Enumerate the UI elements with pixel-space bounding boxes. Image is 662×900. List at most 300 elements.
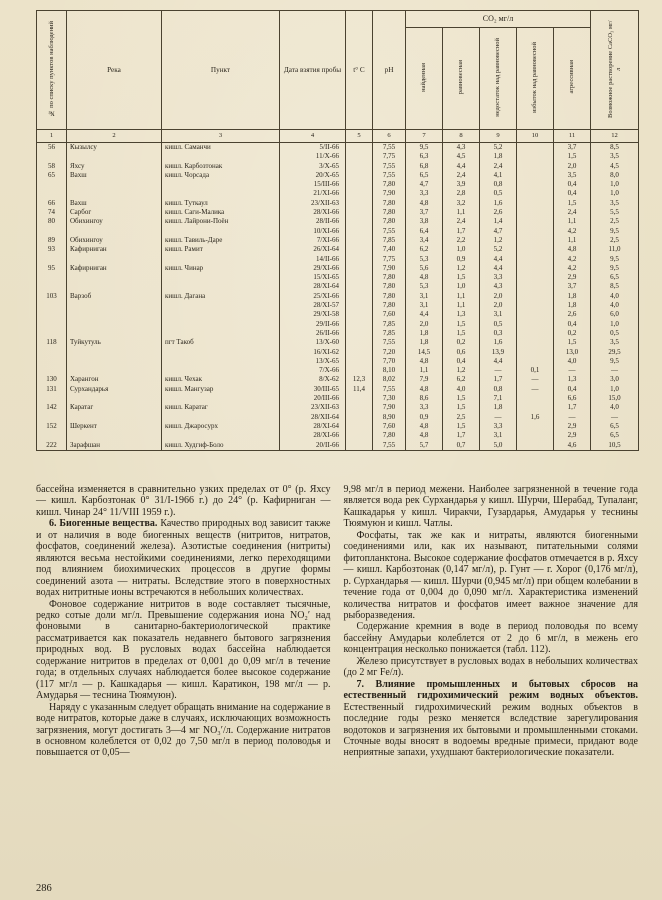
table-cell: 5,3 bbox=[406, 282, 443, 291]
table-row bbox=[37, 366, 639, 375]
column-number: 7 bbox=[406, 130, 443, 143]
table-cell: 6,0 bbox=[591, 310, 639, 319]
table-row bbox=[37, 385, 639, 394]
table-cell: 4,0 bbox=[591, 292, 639, 301]
col-header-equilibrium-label: равновесная bbox=[457, 60, 464, 95]
table-cell bbox=[37, 180, 67, 189]
table-row bbox=[37, 152, 639, 161]
table-cell: — bbox=[554, 366, 591, 375]
table-cell: 25/XI-66 bbox=[280, 292, 346, 301]
table-row bbox=[37, 422, 639, 431]
table-cell: 8,02 bbox=[373, 375, 406, 384]
table-row bbox=[37, 273, 639, 282]
table-cell: 7,80 bbox=[373, 199, 406, 208]
table-cell: 1,2 bbox=[443, 264, 480, 273]
table-cell bbox=[517, 301, 554, 310]
table-cell: кишл. Туткаул bbox=[162, 199, 280, 208]
table-cell: 4,4 bbox=[443, 162, 480, 171]
table-cell: 1,0 bbox=[591, 385, 639, 394]
paragraph: Фоновое содержание нитритов в воде составляет тысячные, редко сотые доли мг/л. Превышение содержания иона NO₂′ над фоновыми в санитарно-бактериологической практике рассматривается как показатель недавнего бытового загрязнения природных вод. В русловых водах бассейна наблюдается содержание нитритов в пределах от 0,001 до 0,09 мг/л в течение года; в отдельных случаях наблюдается более высокое содержание (117 мг/л — р. Кашкадарья — кишл. Каратикон, 198 мг/л — р. Амударья — теснина Тюямуюн). bbox=[36, 598, 331, 702]
table-cell bbox=[346, 162, 373, 171]
table-row bbox=[37, 171, 639, 180]
table-cell: 4,4 bbox=[480, 264, 517, 273]
table-cell: 0,5 bbox=[480, 320, 517, 329]
table-cell: 4,4 bbox=[406, 310, 443, 319]
table-cell: пгт Такоб bbox=[162, 338, 280, 347]
paragraph: бассейна изменяется в сравнительно узких пределах от 0° (р. Яхсу — кишл. Карбозтонак 0° 31/I-1966 г.) до 24° (р. Кафирниган — кишл. Чинар 24° 11/VIII 1959 г.). bbox=[36, 484, 331, 518]
table-cell: 0,1 bbox=[517, 366, 554, 375]
table-cell: 6,5 bbox=[591, 273, 639, 282]
table-cell: 1,7 bbox=[443, 227, 480, 236]
table-cell bbox=[346, 171, 373, 180]
table-cell bbox=[67, 320, 162, 329]
table-cell: 3,8 bbox=[406, 217, 443, 226]
table-row bbox=[37, 180, 639, 189]
table-cell: 7,55 bbox=[373, 227, 406, 236]
table-cell: 1,1 bbox=[443, 301, 480, 310]
table-cell: 7,40 bbox=[373, 245, 406, 254]
table-cell: 1,5 bbox=[443, 329, 480, 338]
table-cell: 16/XI-62 bbox=[280, 348, 346, 357]
table-cell: 2,0 bbox=[406, 320, 443, 329]
table-cell: 1,1 bbox=[443, 292, 480, 301]
table-cell: — bbox=[480, 413, 517, 422]
table-cell bbox=[67, 282, 162, 291]
table-cell bbox=[517, 199, 554, 208]
table-cell: — bbox=[591, 366, 639, 375]
col-header-ph: pH bbox=[373, 11, 406, 130]
table-cell: 7,70 bbox=[373, 357, 406, 366]
table-cell: 3,3 bbox=[480, 422, 517, 431]
table-cell: 103 bbox=[37, 292, 67, 301]
table-cell: 11,4 bbox=[346, 385, 373, 394]
table-cell: 15/III-66 bbox=[280, 180, 346, 189]
table-cell: кишл. Мангузар bbox=[162, 385, 280, 394]
table-cell: 4,2 bbox=[554, 227, 591, 236]
table-cell: кишл. Саги-Малика bbox=[162, 208, 280, 217]
table-cell: 3,3 bbox=[406, 189, 443, 198]
table-cell bbox=[346, 310, 373, 319]
table-cell bbox=[162, 152, 280, 161]
table-cell: 2,9 bbox=[554, 431, 591, 440]
table-cell: 80 bbox=[37, 217, 67, 226]
table-cell: 4,0 bbox=[591, 301, 639, 310]
table-cell bbox=[517, 403, 554, 412]
column-number: 9 bbox=[480, 130, 517, 143]
table-cell bbox=[67, 394, 162, 403]
col-header-point: Пункт bbox=[162, 11, 280, 130]
table-cell: 1,3 bbox=[554, 375, 591, 384]
col-header-index bbox=[37, 11, 67, 130]
table-cell bbox=[346, 403, 373, 412]
right-column bbox=[344, 484, 639, 759]
table-cell: 3,9 bbox=[443, 180, 480, 189]
table-cell: Шеркент bbox=[67, 422, 162, 431]
table-cell: 7,55 bbox=[373, 385, 406, 394]
table-cell: 7,55 bbox=[373, 171, 406, 180]
table-cell: 28/XI-66 bbox=[280, 208, 346, 217]
table-cell: 1,5 bbox=[554, 152, 591, 161]
table-cell: Вахш bbox=[67, 199, 162, 208]
table-cell: 2,9 bbox=[554, 273, 591, 282]
table-cell: 1,0 bbox=[443, 245, 480, 254]
table-cell: 0,6 bbox=[443, 348, 480, 357]
table-cell: 7,80 bbox=[373, 292, 406, 301]
table-cell: 130 bbox=[37, 375, 67, 384]
table-cell: 20/X-65 bbox=[280, 171, 346, 180]
table-cell: 118 bbox=[37, 338, 67, 347]
table-cell: 4,7 bbox=[406, 180, 443, 189]
table-cell: 2,0 bbox=[554, 162, 591, 171]
table-row bbox=[37, 441, 639, 451]
table-cell: кишл. Саманчи bbox=[162, 143, 280, 153]
table-cell: 4,8 bbox=[406, 422, 443, 431]
table-cell bbox=[162, 329, 280, 338]
table-cell: 1,0 bbox=[591, 320, 639, 329]
table-row bbox=[37, 236, 639, 245]
paragraph: 7. Влияние промышленных и бытовых сбросов на естественный гидрохимический режим водных объектов. Естественный гидрохимический режим водных объектов в последние годы резко меняется вследствие зарегулирования водотоков и загрязнения их бытовыми и промышленными стоками. Сточные воды вносят в водоемы вредные примеси, придают воде неприятные запахи, ухудшают бактериологические показатели. bbox=[343, 678, 638, 759]
table-cell: 7/X-66 bbox=[280, 366, 346, 375]
table-cell: 0,4 bbox=[554, 180, 591, 189]
table-row bbox=[37, 329, 639, 338]
table-cell: 89 bbox=[37, 236, 67, 245]
table-row bbox=[37, 143, 639, 153]
table-cell: — bbox=[480, 366, 517, 375]
table-cell: 2,5 bbox=[443, 413, 480, 422]
table-cell: 2,6 bbox=[480, 208, 517, 217]
table-cell bbox=[162, 320, 280, 329]
table-cell: 9,5 bbox=[591, 357, 639, 366]
table-cell bbox=[517, 273, 554, 282]
table-cell bbox=[517, 422, 554, 431]
table-cell: 0,4 bbox=[554, 320, 591, 329]
table-row bbox=[37, 310, 639, 319]
col-header-temp: t° C bbox=[346, 11, 373, 130]
table-cell: 4,3 bbox=[480, 282, 517, 291]
table-cell: кишл. Чорсада bbox=[162, 171, 280, 180]
table-cell bbox=[517, 143, 554, 153]
col-header-excess bbox=[517, 28, 554, 130]
paragraph: Фосфаты, так же как и нитраты, являются биогенными соединениями или, как их называют, питательными солями фитопланктона. Высокое содержание фосфатов отмечается в р. Яхсу — кишл. Карбозтонак (0,147 мг/л), р. Гунт — г. Хорог (0,176 мг/л), р. Сурхандарья — кишл. Шурчи (0,945 мг/л) при общем колебании в течение года от 0,004 до 0,090 мг/л. Характеристика изменений количества нитратов и фосфатов имеет важное значение для рыборазведения. bbox=[343, 529, 638, 621]
table-cell bbox=[346, 441, 373, 451]
table-cell: 6,3 bbox=[406, 152, 443, 161]
table-cell bbox=[37, 227, 67, 236]
table-cell: 2,5 bbox=[591, 217, 639, 226]
table-cell: 1,2 bbox=[480, 236, 517, 245]
page-number: 286 bbox=[36, 883, 52, 894]
table-cell bbox=[517, 264, 554, 273]
table-row bbox=[37, 255, 639, 264]
table-cell bbox=[346, 245, 373, 254]
table-cell: 29/XI-66 bbox=[280, 264, 346, 273]
body-text bbox=[36, 484, 638, 759]
table-cell bbox=[346, 255, 373, 264]
table-cell: 4,3 bbox=[443, 143, 480, 153]
table-cell bbox=[346, 227, 373, 236]
table-cell: 1,8 bbox=[406, 338, 443, 347]
table-cell: 1,7 bbox=[443, 431, 480, 440]
table-cell: 29,5 bbox=[591, 348, 639, 357]
table-cell: 28/XI-57 bbox=[280, 301, 346, 310]
table-cell: 1,4 bbox=[480, 217, 517, 226]
table-cell bbox=[37, 431, 67, 440]
table-cell: 0,2 bbox=[554, 329, 591, 338]
table-cell: 7,80 bbox=[373, 217, 406, 226]
table-cell bbox=[162, 394, 280, 403]
table-cell: 1,8 bbox=[480, 403, 517, 412]
column-number: 1 bbox=[37, 130, 67, 143]
table-cell bbox=[37, 394, 67, 403]
table-cell: 5,0 bbox=[480, 441, 517, 451]
table-cell bbox=[67, 310, 162, 319]
table-cell: 1,1 bbox=[443, 208, 480, 217]
table-cell: 56 bbox=[37, 143, 67, 153]
table-cell: 7,80 bbox=[373, 208, 406, 217]
table-cell: 1,5 bbox=[443, 320, 480, 329]
table-cell bbox=[162, 227, 280, 236]
table-cell: 3,0 bbox=[591, 375, 639, 384]
table-cell bbox=[346, 143, 373, 153]
table-cell: 8,6 bbox=[406, 394, 443, 403]
table-cell: 3,7 bbox=[554, 143, 591, 153]
table-cell: 10/XI-66 bbox=[280, 227, 346, 236]
table-cell: 3,7 bbox=[554, 282, 591, 291]
table-cell bbox=[517, 208, 554, 217]
table-cell: 0,2 bbox=[443, 338, 480, 347]
table-cell bbox=[517, 245, 554, 254]
table-cell: 7,90 bbox=[373, 403, 406, 412]
table-cell: 7,80 bbox=[373, 273, 406, 282]
table-cell: 15,0 bbox=[591, 394, 639, 403]
table-cell: 1,8 bbox=[554, 301, 591, 310]
table-cell: 23/XII-63 bbox=[280, 403, 346, 412]
table-cell: кишл. Чинар bbox=[162, 264, 280, 273]
table-cell: 1,0 bbox=[443, 282, 480, 291]
table-cell: 3,1 bbox=[406, 301, 443, 310]
table-cell bbox=[162, 189, 280, 198]
table-cell: 5,6 bbox=[406, 264, 443, 273]
table-cell bbox=[346, 282, 373, 291]
table-cell: 29/XI-58 bbox=[280, 310, 346, 319]
table-cell: 1,7 bbox=[480, 375, 517, 384]
table-cell: 8/X-62 bbox=[280, 375, 346, 384]
table-cell: 8,5 bbox=[591, 143, 639, 153]
table-cell: 6,5 bbox=[406, 171, 443, 180]
table-cell bbox=[517, 357, 554, 366]
table-cell bbox=[37, 320, 67, 329]
table-cell: 66 bbox=[37, 199, 67, 208]
table-cell: Зарафшан bbox=[67, 441, 162, 451]
table-cell bbox=[346, 180, 373, 189]
table-cell: 7,55 bbox=[373, 162, 406, 171]
table-cell: 4,7 bbox=[480, 227, 517, 236]
table-cell bbox=[517, 171, 554, 180]
column-number: 8 bbox=[443, 130, 480, 143]
table-cell: 2,4 bbox=[480, 162, 517, 171]
table-cell: 11,0 bbox=[591, 245, 639, 254]
table-cell bbox=[517, 189, 554, 198]
table-cell bbox=[37, 348, 67, 357]
table-row bbox=[37, 348, 639, 357]
table-cell bbox=[37, 282, 67, 291]
table-cell bbox=[346, 320, 373, 329]
table-cell bbox=[346, 199, 373, 208]
table-cell: 4,0 bbox=[443, 385, 480, 394]
table-cell: 6,6 bbox=[554, 394, 591, 403]
table-cell: 7,1 bbox=[480, 394, 517, 403]
table-cell: 5/II-66 bbox=[280, 143, 346, 153]
table-cell: 7,55 bbox=[373, 338, 406, 347]
table-cell: 4,8 bbox=[406, 357, 443, 366]
table-row bbox=[37, 375, 639, 384]
table-cell: кишл. Джаросурх bbox=[162, 422, 280, 431]
table-cell bbox=[37, 152, 67, 161]
column-number: 5 bbox=[346, 130, 373, 143]
table-cell: 131 bbox=[37, 385, 67, 394]
table-cell bbox=[517, 310, 554, 319]
table-cell bbox=[162, 180, 280, 189]
table-cell: кишл. Чехак bbox=[162, 375, 280, 384]
table-cell: 1,1 bbox=[554, 217, 591, 226]
table-cell: 28/XI-64 bbox=[280, 282, 346, 291]
table-cell bbox=[517, 217, 554, 226]
table-cell: Вахш bbox=[67, 171, 162, 180]
table-cell: 1,5 bbox=[554, 199, 591, 208]
col-header-equilibrium bbox=[443, 28, 480, 130]
table-cell: 152 bbox=[37, 422, 67, 431]
table-row bbox=[37, 208, 639, 217]
table-cell: 1,8 bbox=[480, 152, 517, 161]
table-row bbox=[37, 301, 639, 310]
col-header-found bbox=[406, 28, 443, 130]
table-cell bbox=[517, 282, 554, 291]
table-cell: Обихингоу bbox=[67, 217, 162, 226]
table-cell: 7,85 bbox=[373, 329, 406, 338]
table-cell: 1,2 bbox=[443, 366, 480, 375]
table-row bbox=[37, 394, 639, 403]
col-header-river: Река bbox=[67, 11, 162, 130]
table-cell: 1,0 bbox=[591, 189, 639, 198]
table-cell: 13,0 bbox=[554, 348, 591, 357]
table-row bbox=[37, 245, 639, 254]
table-cell: 8,10 bbox=[373, 366, 406, 375]
table-cell: 5,2 bbox=[480, 245, 517, 254]
table-cell: 2,0 bbox=[480, 292, 517, 301]
table-cell: 2,2 bbox=[443, 236, 480, 245]
table-row bbox=[37, 338, 639, 347]
table-cell: 6,2 bbox=[443, 375, 480, 384]
table-cell bbox=[346, 366, 373, 375]
col-header-deficit bbox=[480, 28, 517, 130]
table-cell: 11/X-66 bbox=[280, 152, 346, 161]
table-cell bbox=[67, 255, 162, 264]
table-cell bbox=[517, 292, 554, 301]
table-cell: 6,2 bbox=[406, 245, 443, 254]
table-cell: 7,80 bbox=[373, 431, 406, 440]
table-cell: 7,20 bbox=[373, 348, 406, 357]
table-cell: 6,4 bbox=[406, 227, 443, 236]
table-cell bbox=[517, 227, 554, 236]
table-cell: 8,90 bbox=[373, 413, 406, 422]
table-cell: 13/X-65 bbox=[280, 357, 346, 366]
table-cell: Сарбог bbox=[67, 208, 162, 217]
table-cell: 15/XI-65 bbox=[280, 273, 346, 282]
table-cell: 9,5 bbox=[591, 255, 639, 264]
table-cell: 20/II-66 bbox=[280, 441, 346, 451]
table-cell: 4,6 bbox=[554, 441, 591, 451]
table-cell bbox=[67, 273, 162, 282]
table-cell bbox=[37, 357, 67, 366]
table-cell: 1,5 bbox=[443, 422, 480, 431]
table-cell: 6,5 bbox=[591, 431, 639, 440]
table-cell: 4,8 bbox=[406, 431, 443, 440]
table-cell: 3,3 bbox=[406, 403, 443, 412]
table-cell: 0,3 bbox=[480, 329, 517, 338]
table-cell: 142 bbox=[37, 403, 67, 412]
table-cell bbox=[162, 255, 280, 264]
table-cell bbox=[346, 413, 373, 422]
table-cell: 3,7 bbox=[406, 208, 443, 217]
table-cell: 26/II-66 bbox=[280, 329, 346, 338]
table-cell: 0,4 bbox=[443, 357, 480, 366]
table-cell bbox=[517, 431, 554, 440]
water-table-body bbox=[37, 143, 639, 451]
table-cell: Туйкутуль bbox=[67, 338, 162, 347]
table-cell: кишл. Карбозтонак bbox=[162, 162, 280, 171]
table-cell bbox=[517, 162, 554, 171]
table-cell: 7/XI-66 bbox=[280, 236, 346, 245]
table-header bbox=[37, 11, 639, 143]
table-cell bbox=[67, 180, 162, 189]
table-cell: 1,5 bbox=[443, 403, 480, 412]
table-cell: 3,1 bbox=[480, 310, 517, 319]
table-cell: 28/XI-64 bbox=[280, 422, 346, 431]
table-cell: Яхсу bbox=[67, 162, 162, 171]
col-header-possible-caco3 bbox=[591, 11, 639, 130]
table-cell bbox=[37, 273, 67, 282]
table-cell bbox=[517, 236, 554, 245]
table-cell bbox=[517, 180, 554, 189]
table-cell: Каратаг bbox=[67, 403, 162, 412]
table-cell bbox=[517, 338, 554, 347]
column-number: 11 bbox=[554, 130, 591, 143]
table-cell bbox=[37, 310, 67, 319]
table-cell: 2,4 bbox=[443, 171, 480, 180]
table-cell: 0,8 bbox=[480, 180, 517, 189]
table-cell: 20/III-66 bbox=[280, 394, 346, 403]
paragraph: Наряду с указанным следует обращать внимание на содержание в воде нитратов, которые даже в случаях, исключающих возможность загрязнения, могут достигать 3—4 мг NO₃′/л. Содержание нитратов в основном колеблется от 0,02 до 7,50 мг/л в период половодья и повышается от 0,05— bbox=[36, 701, 331, 759]
table-cell: 6,8 bbox=[406, 162, 443, 171]
table-cell: 1,5 bbox=[443, 273, 480, 282]
table-cell bbox=[37, 413, 67, 422]
table-row bbox=[37, 320, 639, 329]
table-cell bbox=[162, 431, 280, 440]
table-cell bbox=[162, 301, 280, 310]
table-cell bbox=[346, 431, 373, 440]
table-cell bbox=[346, 236, 373, 245]
table-row bbox=[37, 264, 639, 273]
table-cell: 1,3 bbox=[443, 310, 480, 319]
left-column bbox=[36, 484, 331, 759]
table-cell: Варзоб bbox=[67, 292, 162, 301]
table-cell: 0,8 bbox=[480, 385, 517, 394]
table-cell: 5,3 bbox=[406, 255, 443, 264]
table-cell: 4,4 bbox=[480, 357, 517, 366]
table-cell bbox=[346, 189, 373, 198]
table-cell: 12,3 bbox=[346, 375, 373, 384]
table-cell: 4,2 bbox=[554, 264, 591, 273]
col-header-excess-label: избыток над равновесной bbox=[531, 41, 538, 113]
